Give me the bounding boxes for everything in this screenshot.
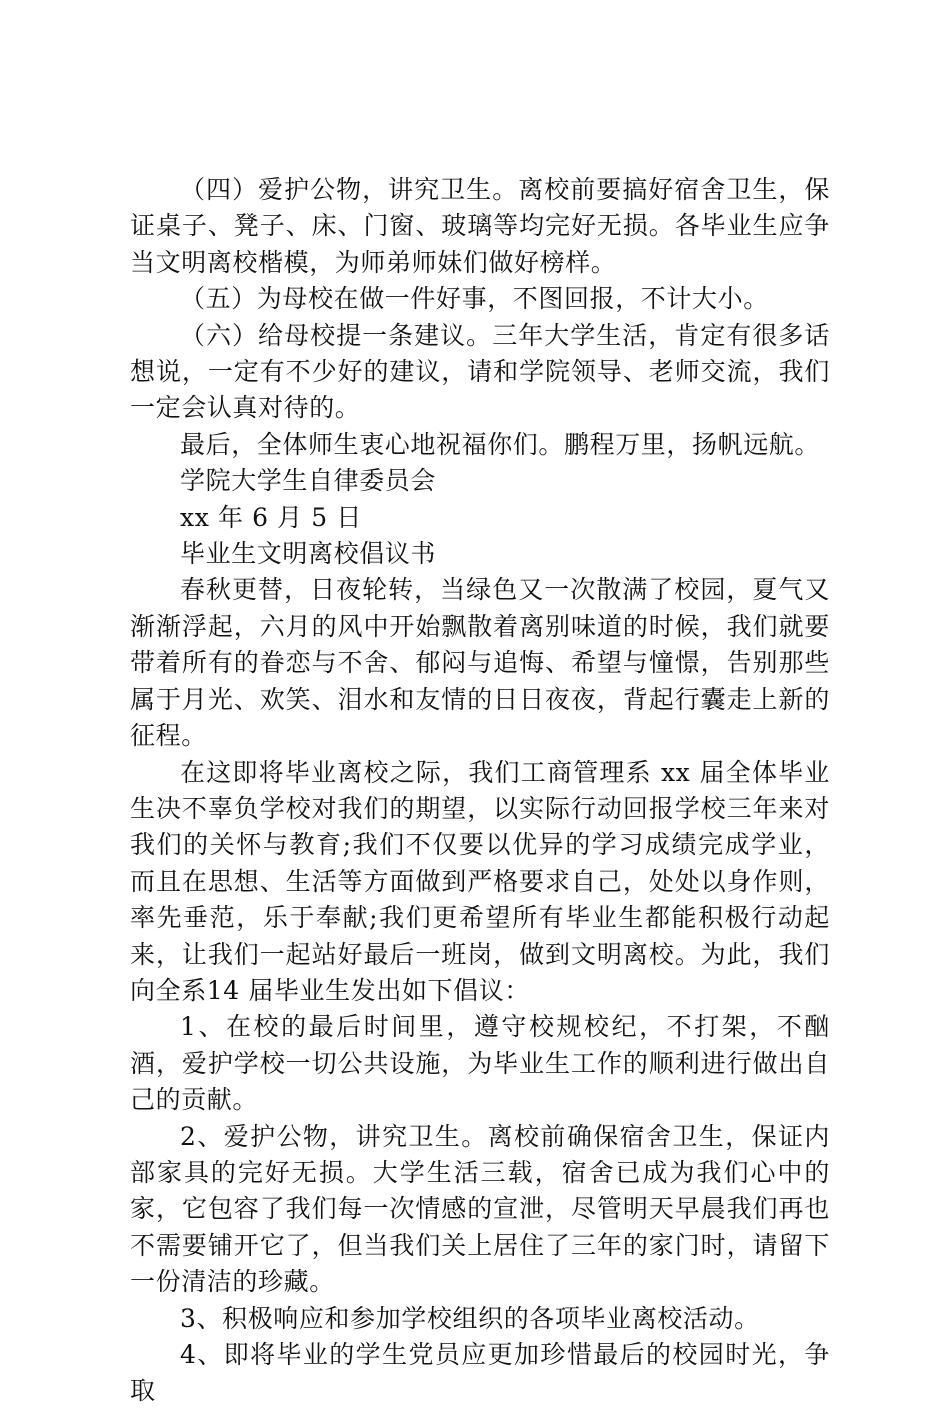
list-item-2: 2、爱护公物，讲究卫生。离校前确保宿舍卫生，保证内部家具的完好无损。大学生活三载，宿舍已成为我们心中的家，它包容了我们每一次情感的宣泄，尽管明天早晨我们再也不需要铺开它了，但当我们关上居住了三年的家门时，请留下一份清洁的珍藏。 [130, 1121, 830, 1297]
list-item-3: 3、积极响应和参加学校组织的各项毕业离校活动。 [180, 1303, 760, 1333]
paragraph-pledge: 在这即将毕业离校之际，我们工商管理系 xx 届全体毕业生决不辜负学校对我们的期望，以实际行动回报学校三年来对我们的关怀与教育;我们不仅要以优异的学习成绩完成学业，而且在思想、生活等方面做到严格要求自己，处处以身作则，率先垂范，乐于奉献;我们更希望所有毕业生都能积极行动起来，让我们一起站好最后一班岗，做到文明离校。为此，我们向全系14 届毕业生发出如下倡议： [130, 757, 830, 1005]
document-title: 毕业生文明离校倡议书 [180, 539, 437, 569]
paragraph-blessing: 最后，全体师生衷心地祝福你们。鹏程万里，扬帆远航。 [180, 429, 821, 459]
paragraph-care-public-property: （四）爱护公物，讲究卫生。离校前要搞好宿舍卫生，保证桌子、凳子、床、门窗、玻璃等均完好无损。各毕业生应争当文明离校楷模，为师弟师妹们做好榜样。 [130, 175, 830, 277]
paragraph-intro: 春秋更替，日夜轮转，当绿色又一次散满了校园，夏气又渐渐浮起，六月的风中开始飘散着离别味道的时候，我们就要带着所有的眷恋与不舍、郁闷与追悔、希望与憧憬，告别那些属于月光、欢笑、泪水和友情的日日夜夜，背起行囊走上新的征程。 [130, 575, 830, 751]
paragraph-give-suggestion: （六）给母校提一条建议。三年大学生活，肯定有很多话想说，一定有不少好的建议，请和学院领导、老师交流，我们一定会认真对待的。 [130, 320, 830, 423]
document-body [130, 172, 830, 1410]
signature-committee: 学院大学生自律委员会 [180, 466, 437, 496]
list-item-4: 4、即将毕业的学生党员应更加珍惜最后的校园时光，争取 [130, 1340, 830, 1406]
paragraph-do-good-deed: （五）为母校在做一件好事，不图回报，不计大小。 [180, 284, 769, 314]
list-item-1: 1、在校的最后时间里，遵守校规校纪，不打架，不酗酒，爱护学校一切公共设施，为毕业生工作的顺利进行做出自己的贡献。 [130, 1012, 830, 1115]
signature-date: xx 年 6 月 5 日 [180, 502, 362, 532]
